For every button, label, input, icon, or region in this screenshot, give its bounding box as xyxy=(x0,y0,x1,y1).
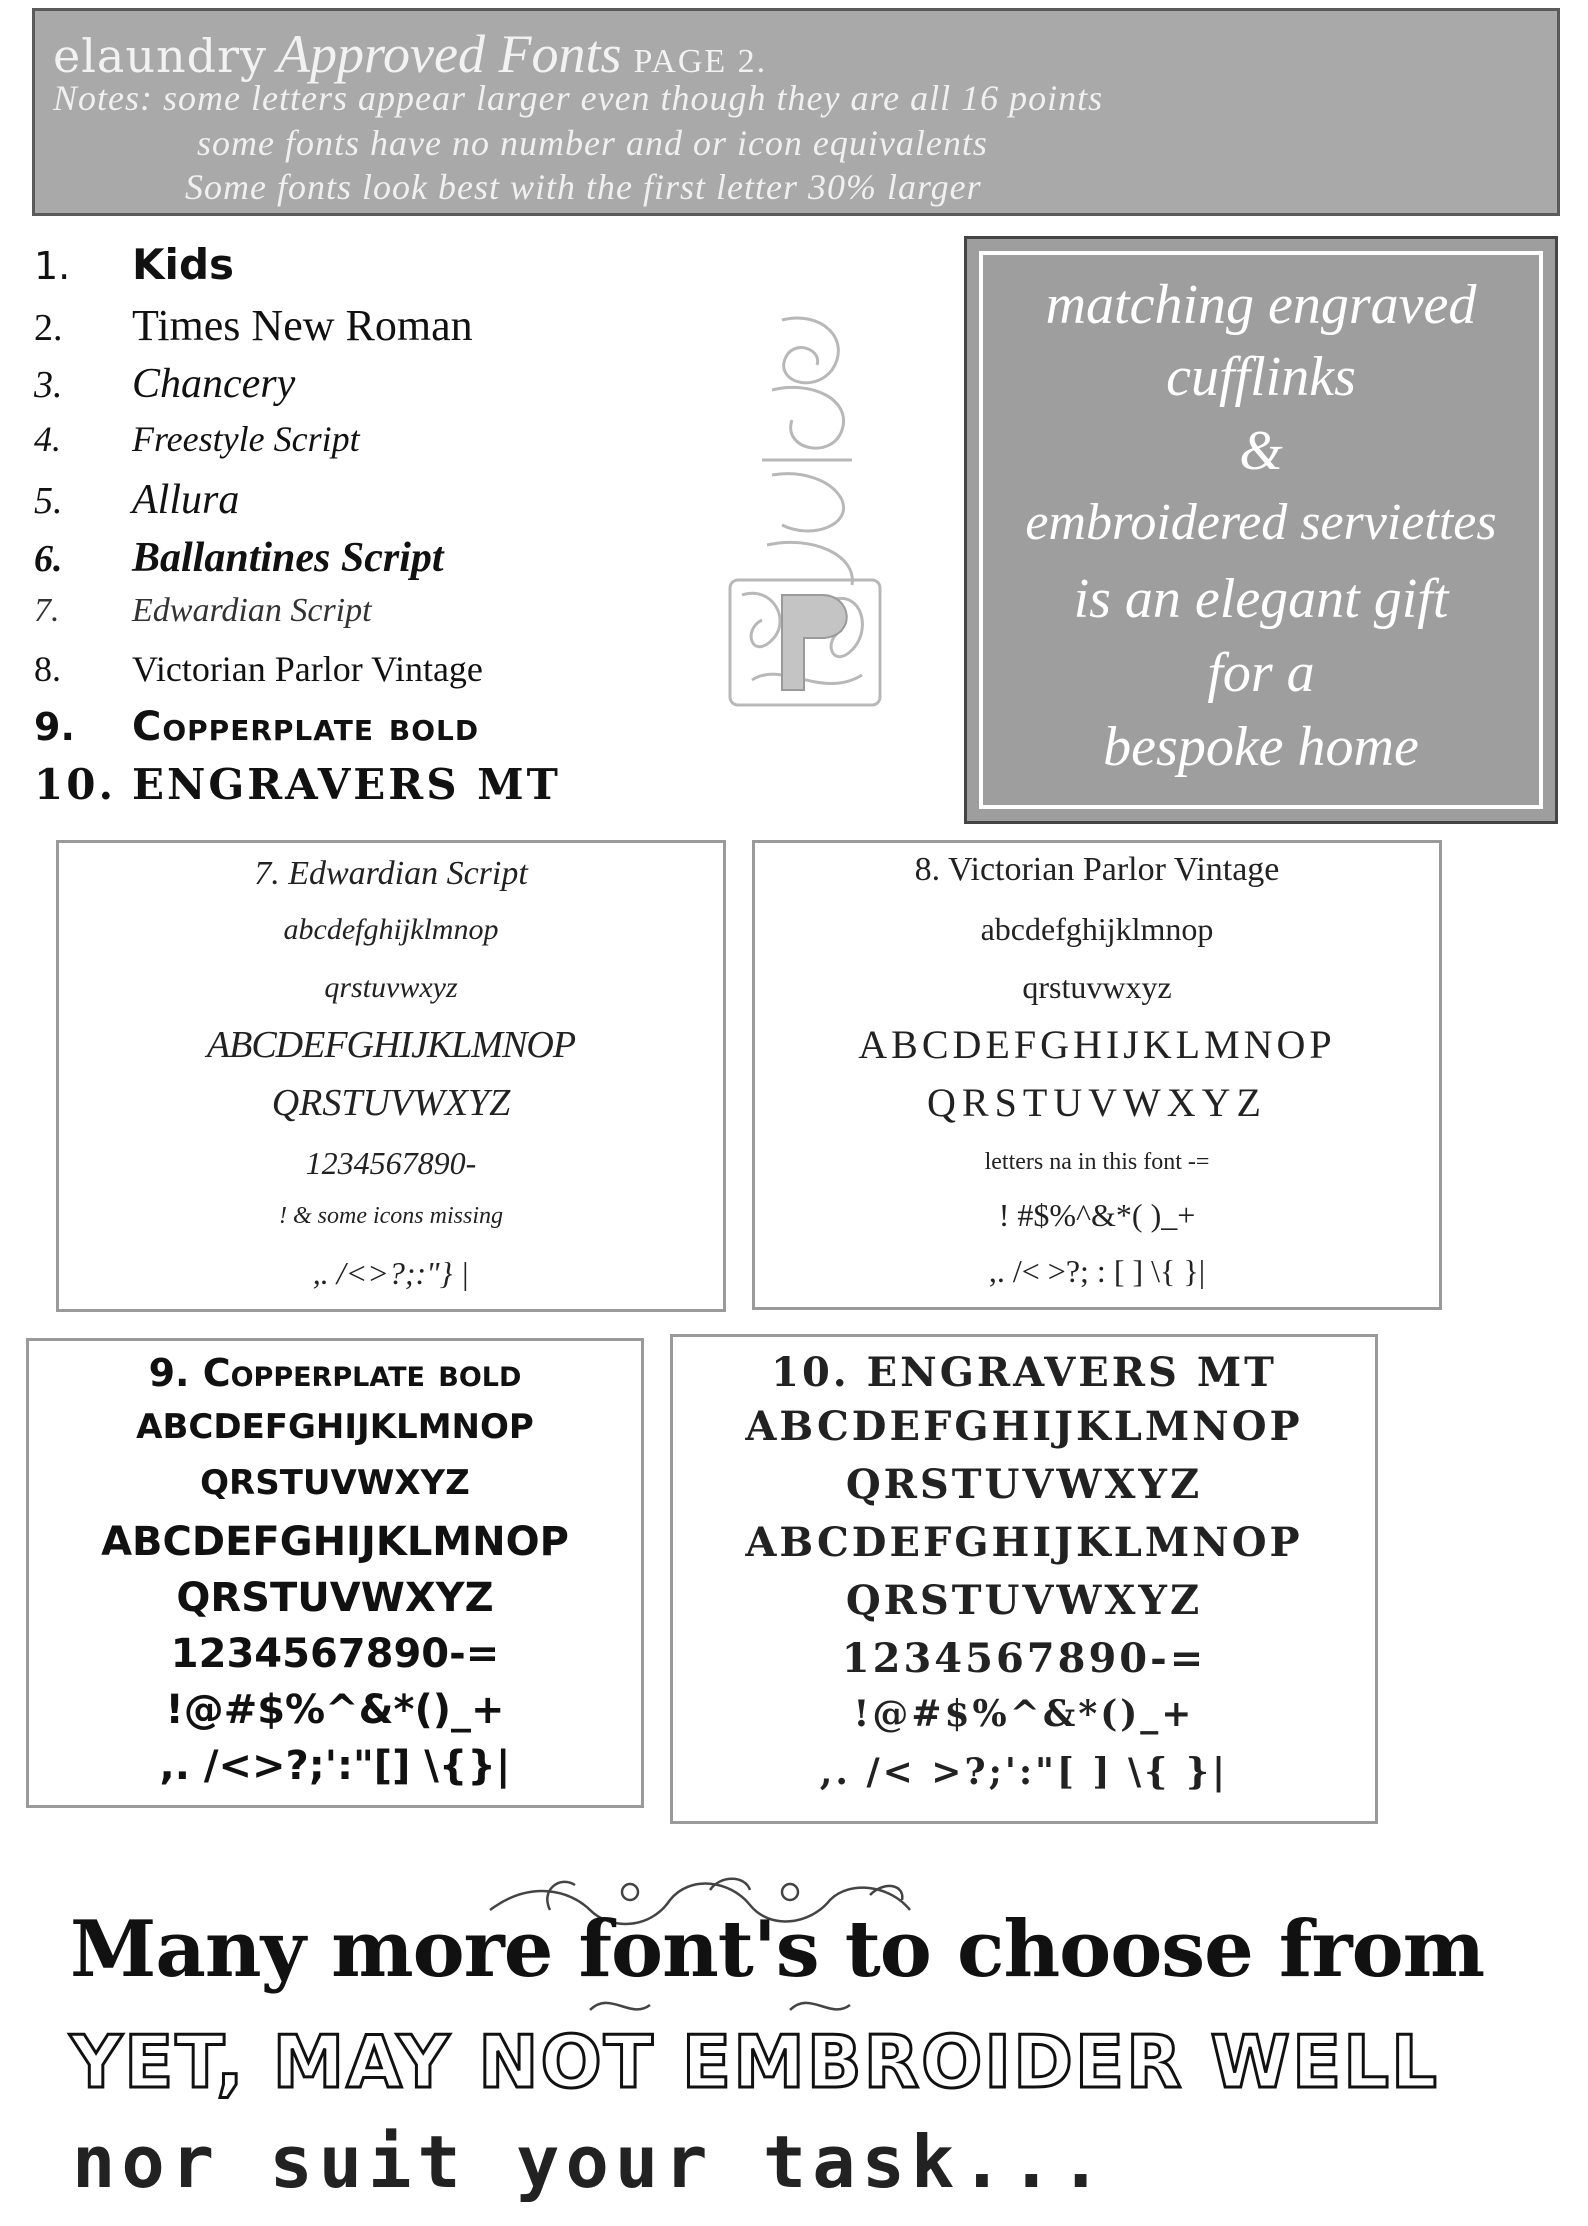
font-name: Times New Roman xyxy=(132,301,473,350)
promo-line: for a xyxy=(1207,642,1315,704)
font-number: 6. xyxy=(34,538,63,580)
font-sample-victorian-parlor-vintage xyxy=(752,840,1442,1310)
sample-line: !@#$%^&*()_+ xyxy=(165,1687,505,1733)
promo-line: cufflinks xyxy=(1166,346,1356,408)
sample-line: qrstuvwxyz xyxy=(324,971,458,1004)
font-name: Copperplate bold xyxy=(132,704,480,750)
font-list-item xyxy=(34,300,473,356)
footer-heading-more-fonts xyxy=(70,1870,1485,2030)
promo-line: bespoke home xyxy=(1103,716,1419,778)
sample-line: ,. /< >?;':"[ ] \{ }| xyxy=(819,1751,1229,1793)
sample-title: 9. Copperplate bold xyxy=(148,1351,522,1395)
sample-line: abcdefghijklmnop xyxy=(980,911,1214,947)
font-number: 10. xyxy=(34,760,117,809)
sample-line: 1234567890- xyxy=(305,1145,477,1181)
font-name: Victorian Parlor Vintage xyxy=(132,649,483,689)
font-list-item xyxy=(34,704,479,760)
promo-frame xyxy=(979,251,1543,809)
ornamental-monogram-icon xyxy=(712,300,902,720)
font-name: Chancery xyxy=(132,361,296,407)
font-list-item xyxy=(34,592,372,648)
sample-line: ! #$%^&*( )_+ xyxy=(998,1197,1196,1233)
font-list-item xyxy=(34,418,360,474)
font-list-item xyxy=(34,534,444,590)
font-list-item xyxy=(34,240,234,296)
promo-line: is an elegant gift xyxy=(1073,568,1449,630)
font-sample-copperplate-bold xyxy=(26,1338,644,1808)
sample-line: qrstuvwxyz xyxy=(1022,969,1172,1005)
sample-title: 7. Edwardian Script xyxy=(254,855,528,892)
promo-line: embroidered serviettes xyxy=(1025,494,1497,551)
font-list-item xyxy=(34,360,295,416)
note-line: some fonts have no number and or icon equivalents xyxy=(197,123,988,163)
sample-line: ABCDEFGHIJKLMNOP xyxy=(858,1022,1336,1067)
font-number: 8. xyxy=(34,649,61,689)
header-banner xyxy=(32,8,1560,216)
font-list-item xyxy=(34,760,561,816)
title-approved-fonts: Approved Fonts xyxy=(277,24,622,84)
sample-line: 1234567890-= xyxy=(841,1635,1207,1682)
promo-line: & xyxy=(1239,420,1283,482)
brand-name: elaundry xyxy=(53,29,268,83)
font-list-item xyxy=(34,648,483,704)
font-name: Ballantines Script xyxy=(132,535,444,581)
font-name: Allura xyxy=(132,477,240,523)
sample-line: QRSTUVWXYZ xyxy=(200,1463,470,1503)
sample-line: ABCDEFGHIJKLMNOP xyxy=(745,1519,1303,1566)
sample-line: QRSTUVWXYZ xyxy=(845,1461,1203,1508)
sample-line: ABCDEFGHIJKLMNOP xyxy=(101,1519,569,1565)
sample-line: QRSTUVWXYZ xyxy=(927,1080,1267,1125)
font-number: 9. xyxy=(34,705,75,749)
sample-line: ABCDEFGHIJKLMNOP xyxy=(206,1024,576,1066)
sample-line: QRSTUVWXYZ xyxy=(845,1577,1203,1624)
sample-line: letters na in this font -= xyxy=(984,1149,1210,1175)
page-label: PAGE 2. xyxy=(633,43,768,80)
font-number: 7. xyxy=(34,592,60,629)
sample-line: QRSTUVWXYZ xyxy=(271,1082,511,1124)
sample-line: 1234567890-= xyxy=(170,1631,500,1677)
sample-line: abcdefghijklmnop xyxy=(283,913,499,946)
footer-line-2: YET, MAY NOT EMBROIDER WELL xyxy=(70,2020,1439,2104)
font-list-item xyxy=(34,476,239,532)
sample-line: ABCDEFGHIJKLMNOP xyxy=(136,1407,534,1447)
font-number: 5. xyxy=(34,480,63,522)
font-number: 4. xyxy=(34,419,61,459)
sample-line: !@#$%^&*()_+ xyxy=(853,1693,1195,1735)
font-number: 2. xyxy=(34,307,63,349)
font-number: 1. xyxy=(34,244,71,288)
sample-title: 10. ENGRAVERS MT xyxy=(771,1349,1277,1396)
font-sample-engravers-mt xyxy=(670,1334,1378,1824)
font-number: 3. xyxy=(34,364,63,406)
sample-line: ABCDEFGHIJKLMNOP xyxy=(745,1403,1303,1450)
sample-title: 8. Victorian Parlor Vintage xyxy=(914,851,1280,888)
font-name: Kids xyxy=(132,240,235,289)
note-line: Some fonts look best with the first letter 30% larger xyxy=(185,167,982,207)
footer-line-1: Many more font's to choose from xyxy=(70,1904,1485,1995)
font-sample-edwardian-script xyxy=(56,840,726,1312)
page-title xyxy=(53,23,767,85)
sample-line: ,. /<>?;:"} | xyxy=(312,1255,470,1291)
sample-line: ,. /<>?;':"[] \{}| xyxy=(159,1743,511,1789)
sample-line: ,. /< >?; : [ ] \{ }| xyxy=(988,1253,1206,1289)
sample-line: ! & some icons missing xyxy=(279,1203,503,1229)
promo-line: matching engraved xyxy=(1045,274,1477,336)
font-name: Edwardian Script xyxy=(132,592,372,629)
sample-line: QRSTUVWXYZ xyxy=(176,1575,494,1621)
cufflinks-promo-box xyxy=(964,236,1558,824)
note-line: Notes: some letters appear larger even though they are all 16 points xyxy=(53,78,1104,118)
font-name: ENGRAVERS MT xyxy=(132,760,561,809)
font-name: Freestyle Script xyxy=(132,419,360,459)
footer-line-3: nor suit your task... xyxy=(72,2120,1109,2204)
